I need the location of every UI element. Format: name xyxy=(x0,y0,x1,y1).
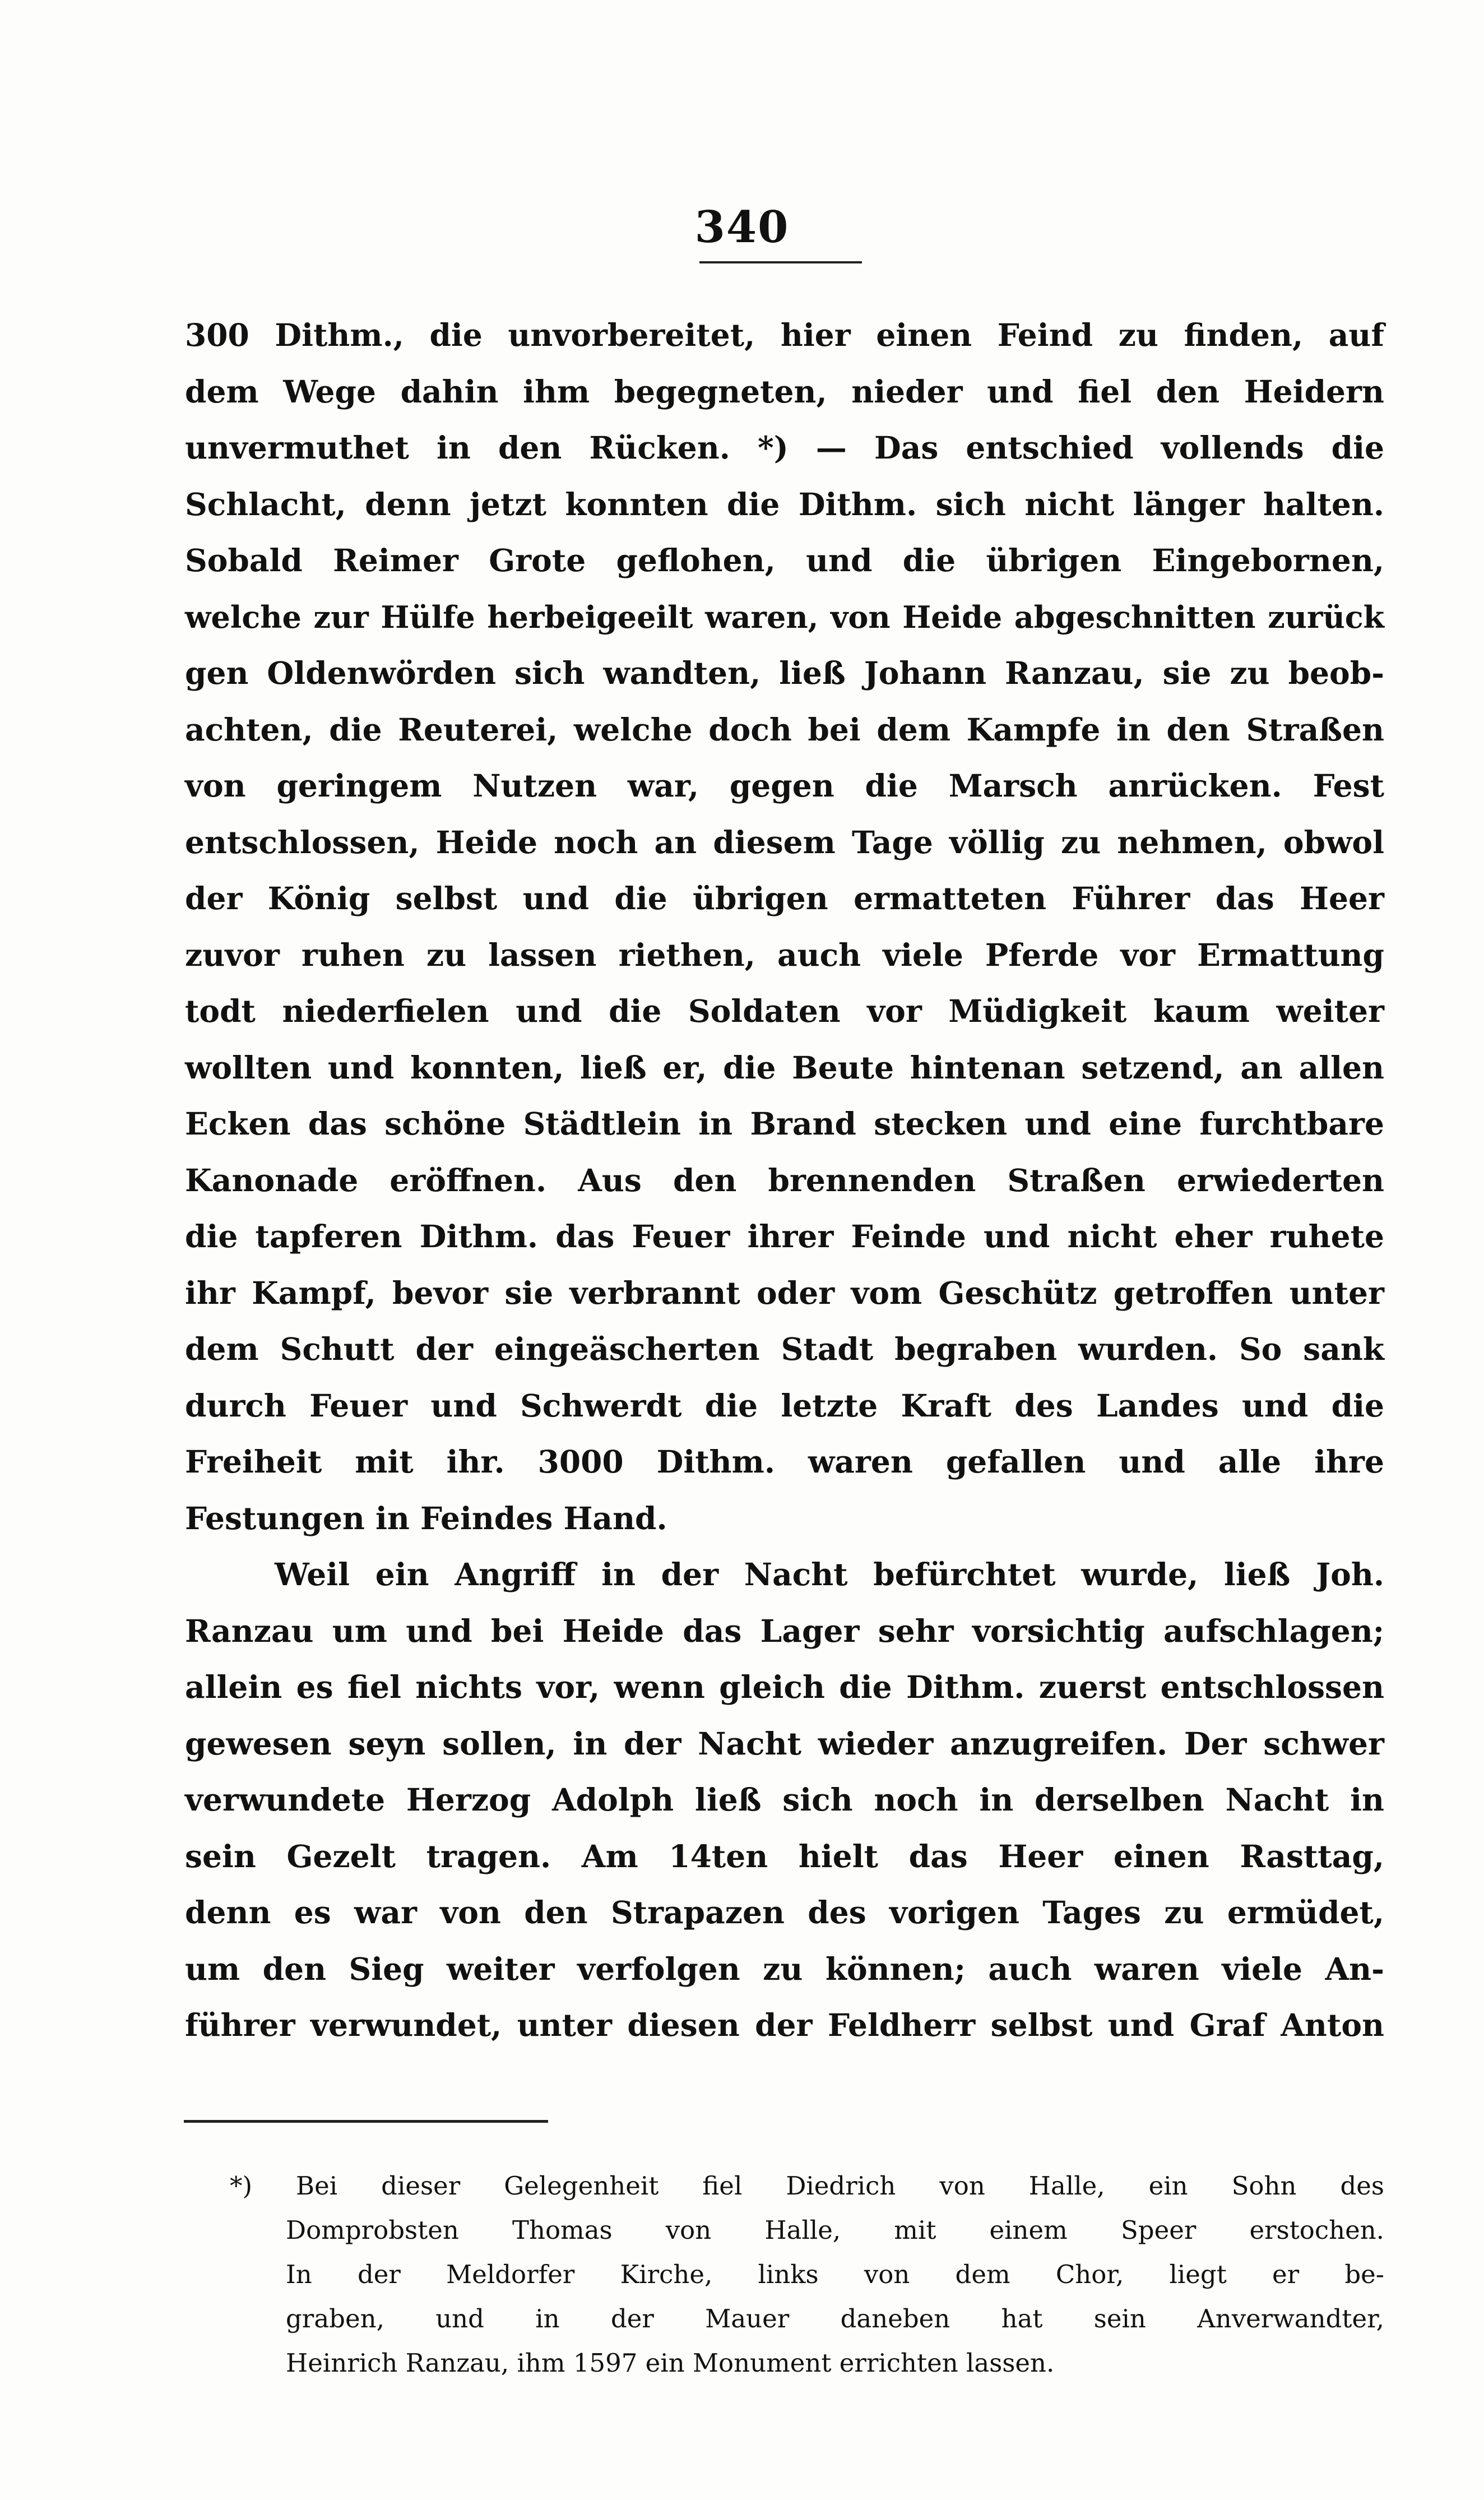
body-line: um den Sieg weiter verfolgen zu können; auch waren viele An- xyxy=(185,1950,1384,1987)
body-line: verwundete Herzog Adolph ließ sich noch in derselben Nacht in xyxy=(185,1781,1384,1818)
body-line: dem Schutt der eingeäscherten Stadt begraben wurden. So sank xyxy=(185,1331,1384,1367)
body-line: dem Wege dahin ihm begegneten, nieder und fiel den Heidern xyxy=(185,373,1384,410)
body-line: Festungen in Feindes Hand. xyxy=(185,1499,667,1536)
body-line: Sobald Reimer Grote geflohen, und die übrigen Eingebornen, xyxy=(185,542,1384,578)
body-line: von geringem Nutzen war, gegen die Marsch anrücken. Fest xyxy=(185,767,1384,804)
footnote-line: Domprobsten Thomas von Halle, mit einem Speer erstochen. xyxy=(286,2215,1384,2245)
page-number-rule xyxy=(699,261,862,263)
body-line: Freiheit mit ihr. 3000 Dithm. waren gefallen und alle ihre xyxy=(185,1443,1384,1480)
body-line: wollten und konnten, ließ er, die Beute hintenan setzend, an allen xyxy=(185,1049,1384,1086)
body-line: gewesen seyn sollen, in der Nacht wieder anzugreifen. Der schwer xyxy=(185,1725,1384,1762)
body-line: Weil ein Angriff in der Nacht befürchtet wurde, ließ Joh. xyxy=(275,1556,1384,1592)
body-line: führer verwundet, unter diesen der Feldherr selbst und Graf Anton xyxy=(185,2007,1384,2043)
body-line: sein Gezelt tragen. Am 14ten hielt das Heer einen Rasttag, xyxy=(185,1837,1384,1874)
body-line: zuvor ruhen zu lassen riethen, auch viele Pferde vor Ermattung xyxy=(185,936,1384,973)
body-line: Ranzau um und bei Heide das Lager sehr vorsichtig aufschlagen; xyxy=(185,1612,1384,1649)
body-text xyxy=(185,307,1384,2054)
footnote xyxy=(230,2164,1384,2385)
body-line: allein es fiel nichts vor, wenn gleich die Dithm. zuerst entschlossen xyxy=(185,1669,1384,1705)
body-line: todt niederfielen und die Soldaten vor Müdigkeit kaum weiter xyxy=(185,993,1384,1029)
footnote-line: *) Bei dieser Gelegenheit fiel Diedrich von Halle, ein Sohn des xyxy=(230,2171,1384,2201)
body-line: achten, die Reuterei, welche doch bei dem Kampfe in den Straßen xyxy=(185,711,1384,748)
body-line: entschlossen, Heide noch an diesem Tage völlig zu nehmen, obwol xyxy=(185,823,1384,860)
footnote-line: Heinrich Ranzau, ihm 1597 ein Monument errichten lassen. xyxy=(286,2348,1055,2378)
footnote-line: In der Meldorfer Kirche, links von dem Chor, liegt er be- xyxy=(286,2260,1384,2289)
body-line: Kanonade eröffnen. Aus den brennenden Straßen erwiederten xyxy=(185,1161,1384,1198)
body-line: unvermuthet in den Rücken. *) — Das entschied vollends die xyxy=(185,429,1384,466)
footnote-line: graben, und in der Mauer daneben hat sein Anverwandter, xyxy=(286,2304,1384,2334)
body-line: ihr Kampf, bevor sie verbrannt oder vom Geschütz getroffen unter xyxy=(185,1274,1384,1311)
body-line: Schlacht, denn jetzt konnten die Dithm. sich nicht länger halten. xyxy=(185,485,1384,522)
page-number: 340 xyxy=(694,202,790,253)
body-line: der König selbst und die übrigen ermatteten Führer das Heer xyxy=(185,880,1384,916)
body-line: gen Oldenwörden sich wandten, ließ Johann Ranzau, sie zu beob- xyxy=(185,655,1384,691)
body-line: welche zur Hülfe herbeigeeilt waren, von Heide abgeschnitten zurück xyxy=(185,599,1384,635)
body-line: durch Feuer und Schwerdt die letzte Kraft des Landes und die xyxy=(185,1387,1384,1424)
body-line: Ecken das schöne Städtlein in Brand stecken und eine furchtbare xyxy=(185,1105,1384,1142)
body-line: denn es war von den Strapazen des vorigen Tages zu ermüdet, xyxy=(185,1894,1384,1930)
footnote-rule xyxy=(184,2120,548,2123)
body-line: die tapferen Dithm. das Feuer ihrer Feinde und nicht eher ruhete xyxy=(185,1218,1384,1254)
body-line: 300 Dithm., die unvorbereitet, hier einen Feind zu finden, auf xyxy=(185,317,1384,353)
